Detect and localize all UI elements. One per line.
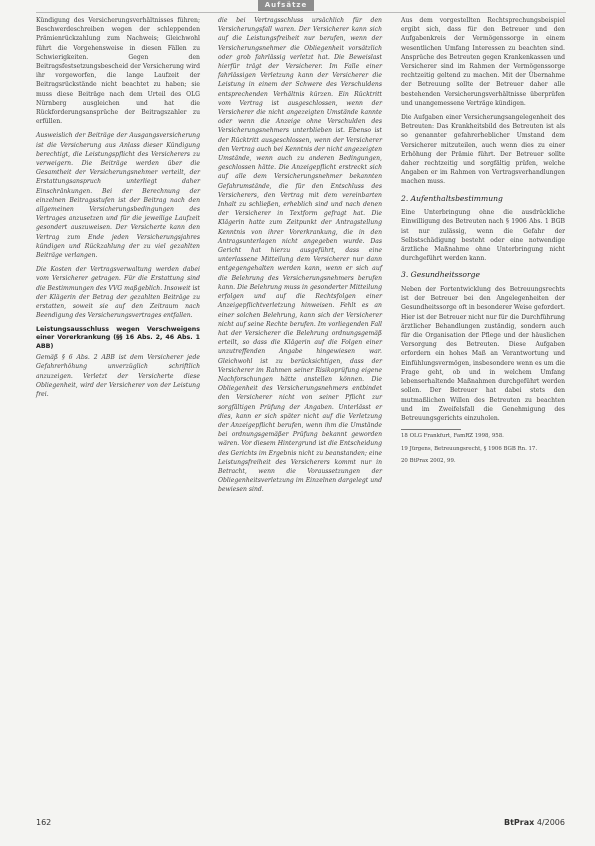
- journal-reference: [504, 818, 565, 827]
- column-right: [401, 16, 565, 471]
- footnote: 18 OLG Frankfurt, FamRZ 1998, 958.: [401, 433, 504, 440]
- footnote: 19 Jürgens, Betreuungsrecht, § 1906 BGB Rn. 17.: [401, 445, 538, 452]
- paragraph-italic: die bei Vertragsschluss ursächlich für den Versicherungsfall waren. Der Versicherer kann sich auf die Leistungsfreiheit nur berufen, wenn der Versicherungsnehmer die Obliegenheit vorsätzlich oder grob fahrlässig verletzt hat. Die Beweislast hierfür trägt der Versicherer. Im Falle einer fahrlässigen Verletzung kann der Versicherer die Leistung in einem der Schwere des Verschuldens entsprechenden Verhältnis kürzen. Ein Rücktritt vom Vertrag ist ausgeschlossen, wenn der Versicherer die nicht angezeigten Umstände kannte oder wenn die Anzeige ohne Verschulden des Versicherungsnehmers unterblieben ist. Ebenso ist der Rücktritt ausgeschlossen, wenn der Versicherer den Vertrag auch bei Kenntnis der nicht angezeigten Umstände, wenn auch zu anderen Bedingungen, geschlossen hätte. Die Anzeigepflicht erstreckt sich auf alle dem Versicherungsnehmer bekannten Gefahrumstände, die für den Entschluss des Versicherers, den Vertrag mit dem vereinbarten Inhalt zu schließen, erheblich sind und nach denen der Versicherer in Textform gefragt hat. Die Klägerin hatte zum Zeitpunkt der Antragstellung Kenntnis von ihrer Vorerkrankung, die in den Antragsunterlagen nicht angegeben wurde. Das Gericht hat hierzu ausgeführt, dass eine unterlassene Mitteilung dem Versicherer nur dann entgegengehalten werden kann, wenn er sich auf die Belehrung des Versicherungsnehmers berufen kann. Die Belehrung muss in gesonderter Mitteilung erfolgen und auf die Rechtsfolgen einer Anzeigepflichtverletzung hinweisen. Fehlt es an einer solchen Belehrung, kann sich der Versicherer nicht auf seine Rechte berufen. Im vorliegenden Fall hat der Versicherer die Belehrung ordnungsgemäß erteilt, so dass die Klägerin auf die Folgen einer unzutreffenden Angabe hingewiesen war. Gleichwohl ist zu berücksichtigen, dass der Versicherer im Rahmen seiner Risikoprüfung eigene Nachforschungen hätte anstellen können. Die Obliegenheit des Versicherungsnehmers entbindet den Versicherer nicht von seiner Pflicht zur sorgfältigen Prüfung der Angaben. Unterlässt er dies, kann er sich später nicht auf die Verletzung der Anzeigepflicht berufen, wenn ihm die Umstände bei ordnungsgemäßer Prüfung bekannt geworden wären. Vor diesem Hintergrund ist die Entscheidung des Gerichts im Ergebnis nicht zu beanstanden; eine Leistungsfreiheit des Versicherers kommt nur in Betracht, wenn die Voraussetzungen der Obliegenheitsverletzung im Einzelnen dargelegt und bewiesen sind.: [218, 17, 382, 494]
- section-label: Aufsätze: [258, 0, 314, 11]
- subsection-heading: 3. Gesundheitssorge: [401, 270, 480, 280]
- page-number: 162: [36, 818, 52, 827]
- column-middle: [218, 16, 382, 500]
- paragraph-italic: Ausweislich der Beiträge der Ausgangsversicherung ist die Versicherung aus Anlass dieser Kündigung berechtigt, die Leistungspflicht des Versicherers zu verweigern. Die Beiträge werden über die Gesamtheit der Versicherungsnehmer verteilt, der Erstattungsanspruch unterliegt daher Einschränkungen. Bei der Berechnung der einzelnen Beitragsstufen ist der Beitrag nach den allgemeinen Versicherungsbedingungen des Vertrages anzusetzen und für die jeweilige Laufzeit gesondert auszuweisen. Der Versicherte kann den Vertrag zum Ende jeden Versicherungsjahres kündigen und Rückzahlung der zu viel gezahlten Beiträge verlangen.: [36, 132, 200, 260]
- paragraph: Eine Unterbringung ohne die ausdrückliche Einwilligung des Betreuten nach § 1906 Abs. 1 BGB ist nur zulässig, wenn die Gefahr der Selbstschädigung besteht oder eine notwendige ärztliche Maßnahme ohne Unterbringung nicht durchgeführt werden kann.: [401, 209, 565, 263]
- journal-name: BtPrax: [504, 818, 535, 827]
- paragraph: Aus dem vorgestellten Rechtsprechungsbeispiel ergibt sich, dass für den Betreuer und den Aufgabenkreis der Vermögenssorge in einem wesentlichen Umfang Interessen zu beachten sind. Ansprüche des Betreuten gegen Krankenkassen und Versicherer sind im Rahmen der Vermögenssorge rechtzeitig geltend zu machen. Mit der Übernahme der Betreuung sollte der Betreuer daher alle bestehenden Versicherungsverhältnisse überprüfen und unangemessene Verträge kündigen.: [401, 17, 565, 107]
- paragraph: Neben der Fortentwicklung des Betreuungsrechts ist der Betreuer bei den Angelegenheiten der Gesundheitssorge oft in besonderer Weise gefordert. Hier ist der Betreuer nicht nur für die Durchführung ärztlicher Behandlungen zuständig, sondern auch für die Organisation der Pflege und der häuslichen Versorgung des Betreuten. Diese Aufgaben erfordern ein hohes Maß an Verantwortung und Einfühlungsvermögen, insbesondere wenn es um die Frage geht, ob und in welchem Umfang lebenserhaltende Maßnahmen durchgeführt werden sollen. Der Betreuer hat dabei stets den mutmaßlichen Willen des Betreuten zu beachten und im Zweifelsfall die Genehmigung des Betreuungsgerichts einzuholen.: [401, 286, 565, 422]
- paragraph: Die Aufgaben einer Versicherungsangelegenheit des Betreuten: Das Krankheitsbild des Betreuten ist als so genannter gefahrerheblicher Umstand dem Versicherer mitzuteilen, auch wenn dies zu einer Erhöhung der Prämie führt. Der Betreuer sollte daher rechtzeitig und sorgfältig prüfen, welche Angaben er im Rahmen von Vertragsverhandlungen machen muss.: [401, 114, 565, 186]
- section-heading: Leistungsausschluss wegen Verschweigens einer Vorerkrankung (§§ 16 Abs. 2, 46 Abs. 1 ABB): [36, 325, 200, 350]
- paragraph: Kündigung des Versicherungsverhältnisses führen; Beschwerdeschreiben wegen der schleppenden Prämienrückzahlung zum Nachweis; Gleichwohl führt die Vorgehensweise in diesen Fällen zu Schwierigkeiten. Gegen den Beitragsfestsetzungsbescheid der Versicherung wird ihr vorgeworfen, die lange Laufzeit der Beitragsrückstände nicht beachtet zu haben; sie muss diese Beiträge nach dem Urteil des OLG Nürnberg ausgleichen und hat die Rückforderungsansprüche der Beitragszahler zu erfüllen.: [36, 17, 200, 126]
- footnote: 20 BtPrax 2002, 99.: [401, 458, 456, 465]
- paragraph-italic: Die Kosten der Vertragsverwaltung werden dabei vom Versicherer getragen. Für die Erstattung sind die Bestimmungen des VVG maßgeblich. Insoweit ist der Klägerin der Betrag der gezahlten Beiträge zu erstatten, soweit sie auf den Zeitraum nach Beendigung des Versicherungsvertrages entfallen.: [36, 266, 200, 320]
- journal-issue: 4/2006: [536, 818, 565, 827]
- column-left: [36, 16, 200, 404]
- paragraph-italic: Gemäß § 6 Abs. 2 ABB ist dem Versicherer jede Gefahrerhöhung unverzüglich schriftlich anzuzeigen. Verletzt der Versicherte diese Obliegenheit, wird der Versicherer von der Leistung frei.: [36, 354, 200, 399]
- subsection-heading: 2. Aufenthaltsbestimmung: [401, 193, 503, 203]
- footnote-divider: [401, 429, 461, 430]
